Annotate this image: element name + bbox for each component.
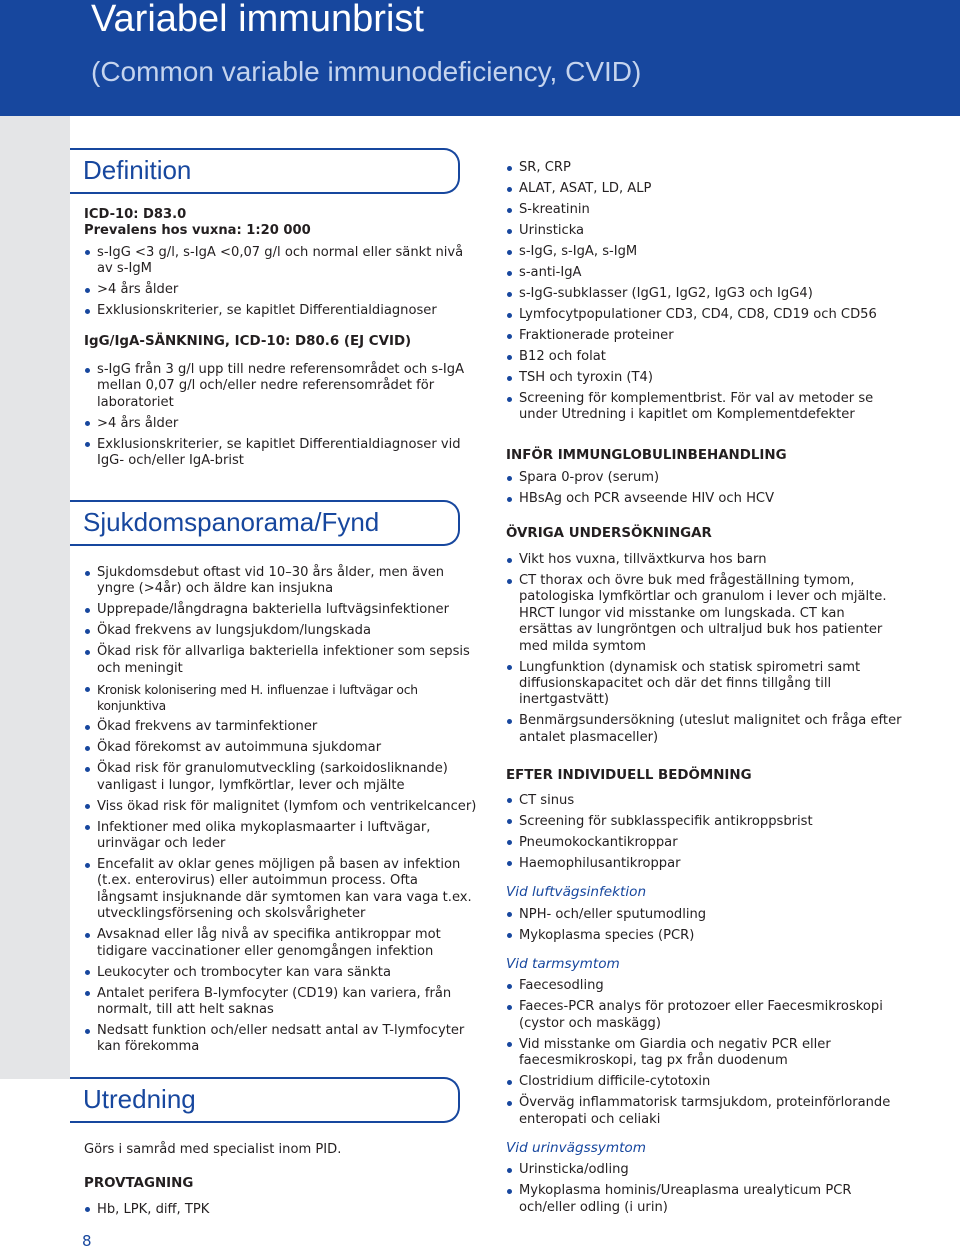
page-number: 8 (82, 1232, 92, 1250)
list-item: ALAT, ASAT, LD, ALP (506, 181, 902, 197)
list-item: >4 års ålder (84, 282, 480, 298)
list-item: Nedsatt funktion och/eller nedsatt antal av T-lymfocyter kan förekomma (84, 1023, 480, 1056)
definition-list (84, 245, 480, 320)
list-item: Benmärgsundersökning (uteslut malignitet och fråga efter antalet plasmaceller) (506, 713, 902, 746)
gi-list (506, 978, 902, 1128)
list-item: Lymfocytpopulationer CD3, CD4, CD8, CD19 och CD56 (506, 307, 902, 323)
subheading-individual: EFTER INDIVIDUELL BEDÖMNING (506, 768, 752, 784)
list-item: >4 års ålder (84, 416, 480, 432)
list-item: Encefalit av oklar genes möjligen på basen av infektion (t.ex. enterovirus) eller autoimmun process. Ofta långsamt insjuknande där symtomen kan vara vaga t.ex. utvecklingsförsening och skolsvårigheter (84, 857, 480, 923)
list-item: Pneumokockantikroppar (506, 835, 902, 851)
list-item: Mykoplasma hominis/Ureaplasma urealyticum PCR och/eller odling (i urin) (506, 1183, 902, 1216)
list-item: Kronisk kolonisering med H. influenzae i luftvägar och konjunktiva (84, 682, 480, 715)
list-item: Ökad förekomst av autoimmuna sjukdomar (84, 740, 480, 756)
respiratory-list (506, 907, 902, 944)
list-item: B12 och folat (506, 349, 902, 365)
list-item: Fraktionerade proteiner (506, 328, 902, 344)
list-item: Exklusionskriterier, se kapitlet Differentialdiagnoser vid IgG- och/eller IgA-brist (84, 437, 480, 470)
investigation-block (84, 1142, 480, 1223)
page-header (0, 0, 960, 116)
list-item: CT sinus (506, 793, 902, 809)
list-item: Mykoplasma species (PCR) (506, 928, 902, 944)
list-item: HBsAg och PCR avseende HIV och HCV (506, 491, 902, 507)
symptoms-block (84, 565, 480, 1060)
list-item: TSH och tyroxin (T4) (506, 370, 902, 386)
sampling-list (84, 1202, 480, 1218)
pre-ig-list (506, 470, 902, 507)
list-item: Hb, LPK, diff, TPK (84, 1202, 480, 1218)
list-item: S-kreatinin (506, 202, 902, 218)
list-item: Leukocyter och trombocyter kan vara sänkta (84, 965, 480, 981)
list-item: Ökad risk för granulomutveckling (sarkoidosliknande) vanligast i lungor, lymfkörtlar, lever och mjälte (84, 761, 480, 794)
subheading-sampling: PROVTAGNING (84, 1176, 194, 1192)
list-item: Avsaknad eller låg nivå av specifika antikroppar mot tidigare vaccinationer eller genomgången infektion (84, 927, 480, 960)
list-item: Faecesodling (506, 978, 902, 994)
symptoms-list (84, 565, 480, 1056)
list-item: Haemophilusantikroppar (506, 856, 902, 872)
subheading-igg-iga: IgG/IgA-SÄNKNING, ICD-10: D80.6 (EJ CVID) (84, 333, 412, 349)
list-item: Urinsticka/odling (506, 1162, 902, 1178)
definition-sub-list (84, 362, 480, 470)
list-item: Ökad frekvens av tarminfektioner (84, 719, 480, 735)
right-column (506, 160, 902, 1221)
list-item: Exklusionskriterier, se kapitlet Differentialdiagnoser (84, 303, 480, 319)
list-item: SR, CRP (506, 160, 902, 176)
subheading-urinary: Vid urinvägssymtom (506, 1139, 646, 1156)
list-item: Sjukdomsdebut oftast vid 10–30 års ålder, men även yngre (>4år) och äldre kan insjukna (84, 565, 480, 598)
list-item: CT thorax och övre buk med frågeställning tymom, patologiska lymfkörtlar och granulom i lever och mjälte. HRCT lungor vid misstanke om lungskada. CT kan ersättas av lungröntgen och ultraljud buk hos patienter med milda symtom (506, 573, 902, 655)
section-title-investigation: Utredning (83, 1084, 196, 1114)
list-item: NPH- och/eller sputumodling (506, 907, 902, 923)
list-item: Antalet perifera B-lymfocyter (CD19) kan variera, från normalt, till att helt saknas (84, 986, 480, 1019)
urinary-list (506, 1162, 902, 1216)
investigation-intro: Görs i samråd med specialist inom PID. (84, 1142, 342, 1157)
list-item: s-IgG från 3 g/l upp till nedre referensområdet och s-IgA mellan 0,07 g/l och/eller nedre referensområdet för laboratoriet (84, 362, 480, 411)
list-item: Upprepade/långdragna bakteriella luftvägsinfektioner (84, 602, 480, 618)
list-item: Viss ökad risk för malignitet (lymfom och ventrikelcancer) (84, 799, 480, 815)
list-item: s-IgG-subklasser (IgG1, IgG2, IgG3 och IgG4) (506, 286, 902, 302)
page-title: Variabel immunbrist (91, 0, 424, 40)
page-subtitle: (Common variable immunodeficiency, CVID) (91, 56, 642, 87)
section-header-symptoms (70, 500, 460, 546)
section-header-investigation (70, 1077, 460, 1123)
left-sidebar-band (0, 116, 70, 1079)
list-item: Ökad risk för allvarliga bakteriella infektioner som sepsis och meningit (84, 644, 480, 677)
section-title-symptoms: Sjukdomspanorama/Fynd (83, 507, 380, 537)
list-item: Ökad frekvens av lungsjukdom/lungskada (84, 623, 480, 639)
list-item: Clostridium difficile-cytotoxin (506, 1074, 902, 1090)
list-item: Faeces-PCR analys för protozoer eller Faecesmikroskopi (cystor och maskägg) (506, 999, 902, 1032)
subheading-other: ÖVRIGA UNDERSÖKNINGAR (506, 525, 712, 541)
subheading-respiratory: Vid luftvägsinfektion (506, 884, 647, 901)
list-item: Screening för komplementbrist. För val av metoder se under Utredning i kapitlet om Komplementdefekter (506, 391, 902, 424)
other-list (506, 552, 902, 746)
list-item: s-IgG <3 g/l, s-IgA <0,07 g/l och normal eller sänkt nivå av s-IgM (84, 245, 480, 278)
list-item: Spara 0-prov (serum) (506, 470, 902, 486)
section-title-definition: Definition (83, 155, 192, 185)
icd-code: ICD-10: D83.0 (84, 207, 187, 222)
list-item: Vid misstanke om Giardia och negativ PCR eller faecesmikroskopi, tag px från duodenum (506, 1037, 902, 1070)
prevalence: Prevalens hos vuxna: 1:20 000 (84, 223, 311, 239)
individual-list (506, 793, 902, 872)
list-item: Urinsticka (506, 223, 902, 239)
sampling-list-continued (506, 160, 902, 424)
definition-block (84, 207, 480, 474)
list-item: s-IgG, s-IgA, s-IgM (506, 244, 902, 260)
list-item: Infektioner med olika mykoplasmaarter i luftvägar, urinvägar och leder (84, 820, 480, 853)
subheading-gi: Vid tarmsymtom (506, 955, 620, 972)
section-header-definition (70, 148, 460, 194)
list-item: Lungfunktion (dynamisk och statisk spirometri samt diffusionskapacitet och där det finns tillgång till inertgastvätt) (506, 660, 902, 709)
list-item: s-anti-IgA (506, 265, 902, 281)
subheading-pre-ig: INFÖR IMMUNGLOBULINBEHANDLING (506, 447, 787, 463)
list-item: Överväg inflammatorisk tarmsjukdom, proteinförlorande enteropati och celiaki (506, 1095, 902, 1128)
list-item: Screening för subklasspecifik antikroppsbrist (506, 814, 902, 830)
list-item: Vikt hos vuxna, tillväxtkurva hos barn (506, 552, 902, 568)
